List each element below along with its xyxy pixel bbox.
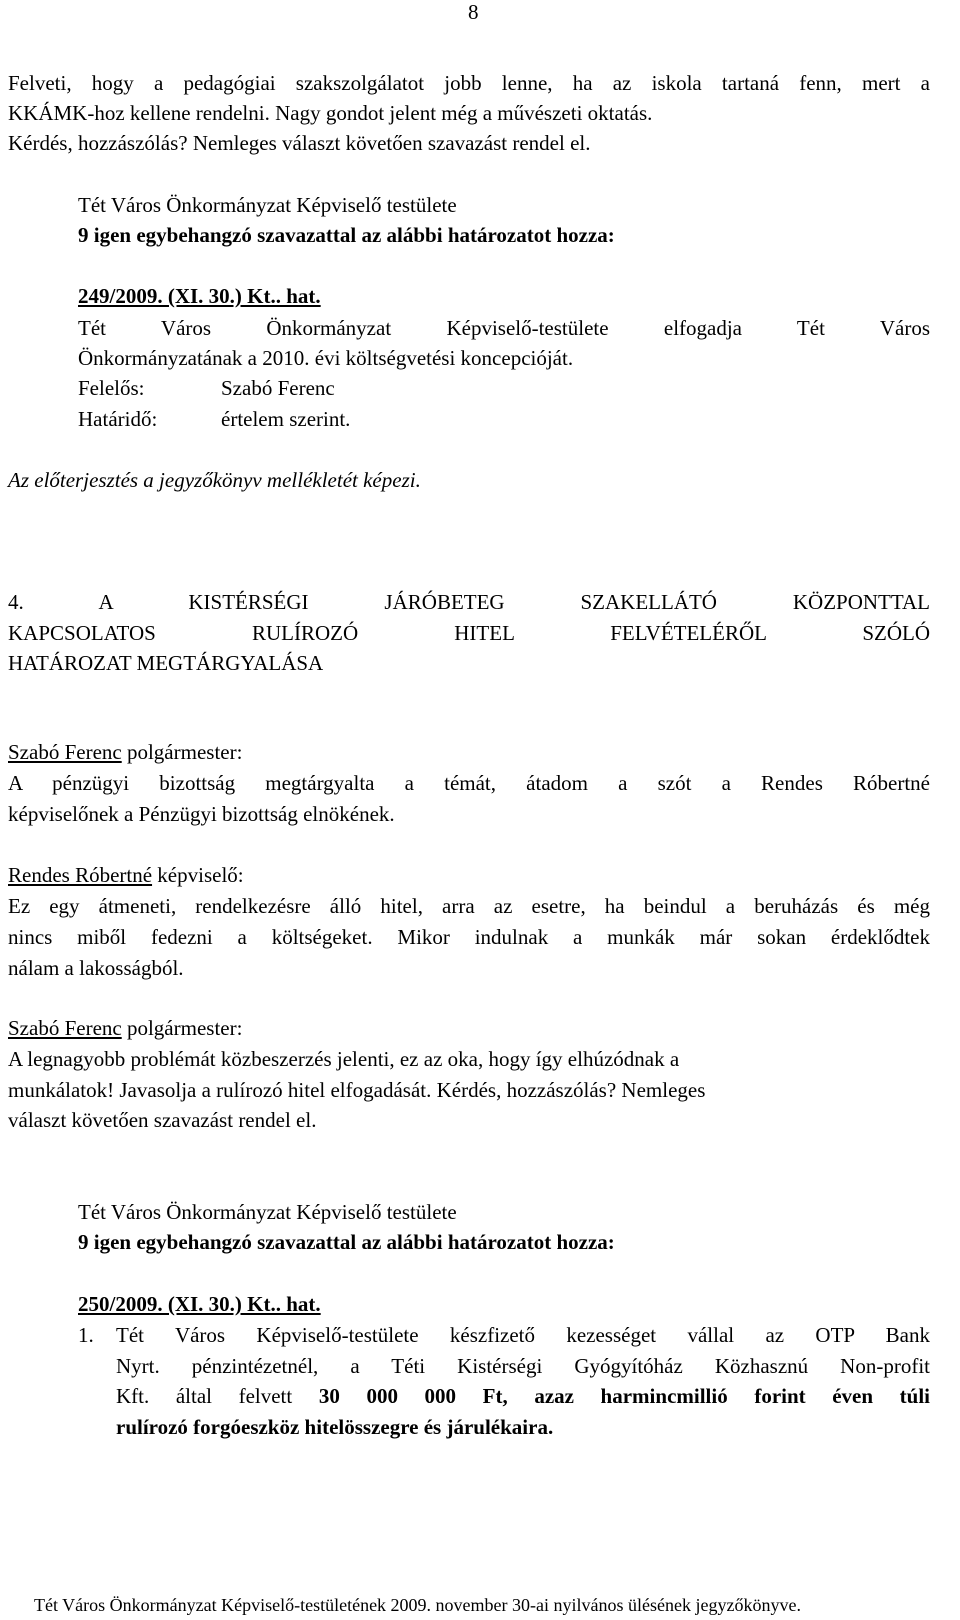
decision-item-line-4: rulírozó forgóeszköz hitelösszegre és járulékaira. bbox=[116, 1415, 554, 1439]
decision-item-line-2: Nyrt. pénzintézetnél, a Téti Kistérségi Gyógyítóház Közhasznú Non-profit bbox=[116, 1354, 930, 1378]
intro-line-3: Kérdés, hozzászólás? Nemleges választ követően szavazást rendel el. bbox=[8, 131, 591, 155]
item-text: Tét Város Képviselő-testülete készfizető kezességet vállal az OTP Bank bbox=[116, 1323, 930, 1347]
responsible-label: Felelős: bbox=[78, 376, 145, 400]
section-title-line-1: 4. A KISTÉRSÉGI JÁRÓBETEG SZAKELLÁTÓ KÖZPONTTAL bbox=[8, 590, 930, 614]
speaker-heading bbox=[8, 1015, 930, 1041]
speech-line: nincs miből fedezni a költségeket. Mikor indulnak a munkák már sokan érdeklődtek bbox=[8, 925, 930, 949]
speech-line: választ követően szavazást rendel el. bbox=[8, 1108, 317, 1132]
speech-line: képviselőnek a Pénzügyi bizottság elnökének. bbox=[8, 802, 395, 826]
speech-line: nálam a lakosságból. bbox=[8, 956, 184, 980]
decision-number: 249/2009. (XI. 30.) Kt.. hat. bbox=[78, 284, 321, 308]
item-text: Kft. által felvett bbox=[116, 1384, 319, 1408]
decision-text-line-2: Önkormányzatának a 2010. évi költségvetési koncepcióját. bbox=[78, 346, 574, 370]
speech-line: Ez egy átmeneti, rendelkezésre álló hitel, arra az esetre, ha beindul a beruházás és még bbox=[8, 894, 930, 918]
speaker-role: polgármester: bbox=[121, 740, 243, 764]
speaker-name: Szabó Ferenc bbox=[8, 740, 122, 764]
speaker-role: képviselő: bbox=[152, 863, 244, 887]
intro-line-2: KKÁMK-hoz kellene rendelni. Nagy gondot jelent még a művészeti oktatás. bbox=[8, 101, 653, 125]
page-number: 8 bbox=[468, 0, 479, 24]
decision-item-line-3 bbox=[116, 1383, 930, 1409]
speaker-name: Szabó Ferenc bbox=[8, 1016, 122, 1040]
speaker-role: polgármester: bbox=[121, 1016, 243, 1040]
council-body-heading: Tét Város Önkormányzat Képviselő testülete bbox=[78, 193, 457, 217]
speaker-name: Rendes Róbertné bbox=[8, 863, 153, 887]
speech-line: munkálatok! Javasolja a rulírozó hitel elfogadását. Kérdés, hozzászólás? Nemleges bbox=[8, 1078, 706, 1102]
council-body-heading: Tét Város Önkormányzat Képviselő testülete bbox=[78, 1200, 457, 1224]
section-title-line-2: KAPCSOLATOS RULÍROZÓ HITEL FELVÉTELÉRŐL SZÓLÓ bbox=[8, 621, 930, 645]
responsible-value: Szabó Ferenc bbox=[221, 376, 335, 400]
decision-item-line-1 bbox=[78, 1322, 930, 1348]
deadline-row bbox=[78, 406, 930, 432]
decision-number: 250/2009. (XI. 30.) Kt.. hat. bbox=[78, 1292, 321, 1316]
deadline-label: Határidő: bbox=[78, 407, 158, 431]
speaker-heading bbox=[8, 862, 930, 888]
intro-line-1: Felveti, hogy a pedagógiai szakszolgálatot jobb lenne, ha az iskola tartaná fenn, mert a bbox=[8, 71, 930, 95]
responsible-row bbox=[78, 375, 930, 401]
decision-text-line-1: Tét Város Önkormányzat Képviselő-testülete elfogadja Tét Város bbox=[78, 316, 930, 340]
speech-line: A pénzügyi bizottság megtárgyalta a témát, átadom a szót a Rendes Róbertné bbox=[8, 771, 930, 795]
vote-result: 9 igen egybehangzó szavazattal az alábbi határozatot hozza: bbox=[78, 1230, 615, 1254]
attachment-note: Az előterjesztés a jegyzőkönyv mellékletét képezi. bbox=[8, 468, 421, 492]
deadline-value: értelem szerint. bbox=[221, 407, 351, 431]
loan-amount: 30 000 000 Ft, azaz harmincmillió forint éven túli bbox=[318, 1384, 931, 1408]
vote-result: 9 igen egybehangzó szavazattal az alábbi határozatot hozza: bbox=[78, 223, 615, 247]
section-title-line-3: HATÁROZAT MEGTÁRGYALÁSA bbox=[8, 651, 324, 675]
speaker-heading bbox=[8, 739, 930, 765]
page-footer: Tét Város Önkormányzat Képviselő-testületének 2009. november 30-ai nyilvános ülésének jegyzőkönyve. bbox=[34, 1595, 801, 1615]
item-number: 1. bbox=[78, 1323, 94, 1347]
speech-line: A legnagyobb problémát közbeszerzés jelenti, ez az oka, hogy így elhúzódnak a bbox=[8, 1047, 680, 1071]
